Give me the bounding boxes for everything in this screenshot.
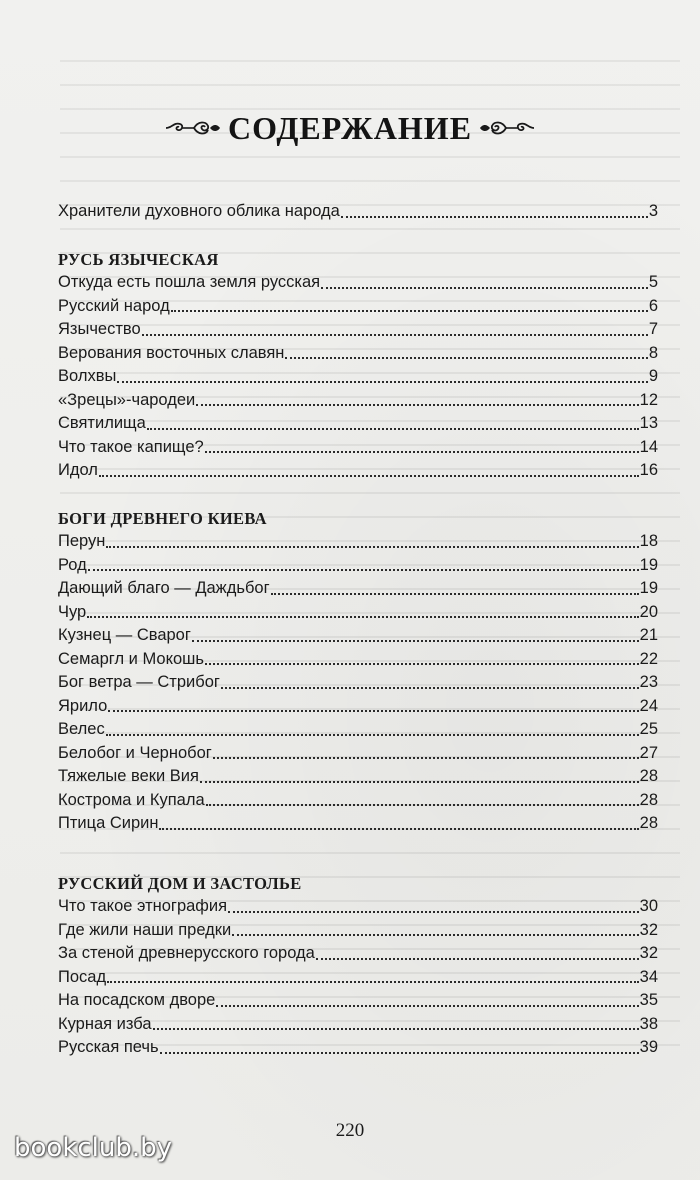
toc-entry[interactable] [58,271,658,295]
toc-entry[interactable] [58,412,658,436]
toc-entry-title: Русская печь [58,1038,159,1056]
page-title: СОДЕРЖАНИЕ [227,109,473,146]
toc-entry[interactable] [58,530,658,554]
dot-leader [106,546,638,548]
toc-entry-title: Велес [58,720,105,738]
toc-entry-page: 24 [639,696,658,715]
toc-entry-page: 20 [639,602,658,621]
toc-entry-title: Что такое капище? [58,437,204,456]
toc-entry-page: 5 [648,273,658,291]
toc-entry[interactable] [58,718,658,742]
toc-entry-page: 25 [639,720,658,738]
toc-entry-title: Курная изба [58,1014,152,1033]
toc-entry-page: 39 [639,1038,658,1056]
dot-leader [200,781,639,783]
toc-entry-page: 21 [639,626,658,644]
toc-entry-title: Птица Сирин [58,814,159,832]
toc-entry-page: 6 [648,296,658,315]
section-list [58,530,658,836]
dot-leader [221,687,639,689]
toc-entry-page: 9 [648,367,658,385]
toc-entry[interactable] [58,742,658,766]
dot-leader [216,1005,638,1007]
toc-entry-page: 14 [639,437,658,456]
toc-entry-page: 22 [639,649,658,668]
dot-leader [106,734,639,736]
toc-entry-title: Хранители духовного облика народа [58,202,340,220]
toc-entry[interactable] [58,389,658,413]
toc-entry[interactable] [58,624,658,648]
toc-entry-page: 34 [639,967,658,986]
toc-entry-title: Откуда есть пошла земля русская [58,273,321,291]
toc-entry-title: «Зрецы»-чародеи [58,390,196,409]
toc-entry-title: Идол [58,461,98,479]
toc-entry[interactable] [58,295,658,319]
toc-entry-page: 28 [639,790,658,809]
toc-entry-page: 28 [639,814,658,832]
toc-entry[interactable] [58,989,658,1013]
dot-leader [108,710,638,712]
section-heading: РУСЬ ЯЗЫЧЕСКАЯ [58,249,219,269]
toc-entry-page: 30 [639,897,658,915]
toc-entry[interactable] [58,436,658,460]
toc-entry-page: 18 [639,532,658,550]
page-number: 220 [335,1120,365,1141]
dot-leader [160,1052,639,1054]
toc-entry-page: 12 [639,390,658,409]
toc-entry[interactable] [58,577,658,601]
dot-leader [341,216,648,218]
toc-entry-title: Перун [58,532,106,550]
toc-entry-title: За стеной древнерусского города [58,944,315,962]
toc-entry[interactable] [58,554,658,578]
dot-leader [192,640,639,642]
toc-entry-title: Кострома и Купала [58,790,205,809]
toc-entry[interactable] [58,695,658,719]
dot-leader [159,828,638,830]
toc-entry[interactable] [58,671,658,695]
right-ornament-icon [478,117,536,139]
toc-entry-page: 3 [648,202,658,220]
toc-entry[interactable] [58,459,658,483]
toc-entry-title: Посад [58,967,107,986]
toc-entry-title: Семаргл и Мокошь [58,649,204,668]
dot-leader [117,381,647,383]
toc-entry-title: Белобог и Чернобог [58,743,212,762]
toc-entry[interactable] [58,318,658,342]
section-list [58,895,658,1060]
toc-entry-title: Род [58,555,87,574]
left-ornament-icon [164,117,222,139]
dot-leader [107,981,639,983]
toc-entry[interactable] [58,812,658,836]
dot-leader [316,958,639,960]
toc-entry-title: Дающий благо — Даждьбог [58,579,270,597]
watermark: bookclub.by [14,1133,173,1163]
dot-leader [285,357,647,359]
toc-entry-page: 32 [639,944,658,962]
toc-entry-title: Ярило [58,696,108,715]
toc-entry-page: 27 [639,743,658,762]
toc-entry[interactable] [58,1036,658,1060]
toc-entry-title: Русский народ [58,296,170,315]
dot-leader [196,404,638,406]
toc-entry[interactable] [58,966,658,990]
toc-entry-page: 19 [639,579,658,597]
dot-leader [213,757,639,759]
toc-entry[interactable] [58,601,658,625]
toc-entry-title: Святилища [58,414,146,432]
table-of-contents [58,200,658,1060]
toc-entry-title: Что такое этнография [58,897,228,915]
toc-entry-title: Язычество [58,320,141,338]
dot-leader [88,569,639,571]
dot-leader [142,334,648,336]
toc-entry[interactable] [58,200,658,224]
toc-entry-title: Чур [58,602,87,621]
toc-entry-title: Волхвы [58,367,117,385]
dot-leader [99,475,639,477]
toc-entry-page: 32 [639,920,658,939]
dot-leader [228,911,639,913]
toc-entry[interactable] [58,789,658,813]
toc-entry-page: 19 [639,555,658,574]
toc-entry[interactable] [58,919,658,943]
toc-entry[interactable] [58,765,658,789]
toc-entry-page: 38 [639,1014,658,1033]
toc-entry[interactable] [58,895,658,919]
toc-entry[interactable] [58,1013,658,1037]
dot-leader [205,663,639,665]
dot-leader [171,310,648,312]
toc-entry[interactable] [58,342,658,366]
toc-entry-title: Верования восточных славян [58,343,285,362]
dot-leader [232,934,638,936]
toc-entry-page: 7 [648,320,658,338]
toc-entry-page: 16 [639,461,658,479]
toc-entry-title: Кузнец — Сварог [58,626,191,644]
section-heading: РУССКИЙ ДОМ И ЗАСТОЛЬЕ [58,873,302,893]
toc-entry[interactable] [58,365,658,389]
toc-entry-title: Бог ветра — Стрибог [58,673,220,691]
toc-entry[interactable] [58,942,658,966]
dot-leader [206,804,639,806]
toc-entry[interactable] [58,648,658,672]
toc-entry-page: 23 [639,673,658,691]
toc-entry-page: 8 [648,343,658,362]
contents-header [0,108,700,148]
toc-entry-page: 28 [639,767,658,785]
toc-entry-page: 35 [639,991,658,1009]
dot-leader [87,616,638,618]
section-list [58,271,658,483]
toc-entry-title: На посадском дворе [58,991,216,1009]
dot-leader [205,451,639,453]
dot-leader [321,287,648,289]
dot-leader [153,1028,639,1030]
toc-entry-page: 13 [639,414,658,432]
dot-leader [147,428,639,430]
toc-entry-title: Тяжелые веки Вия [58,767,199,785]
section-heading: БОГИ ДРЕВНЕГО КИЕВА [58,508,267,528]
toc-entry-title: Где жили наши предки [58,920,232,939]
dot-leader [271,593,639,595]
